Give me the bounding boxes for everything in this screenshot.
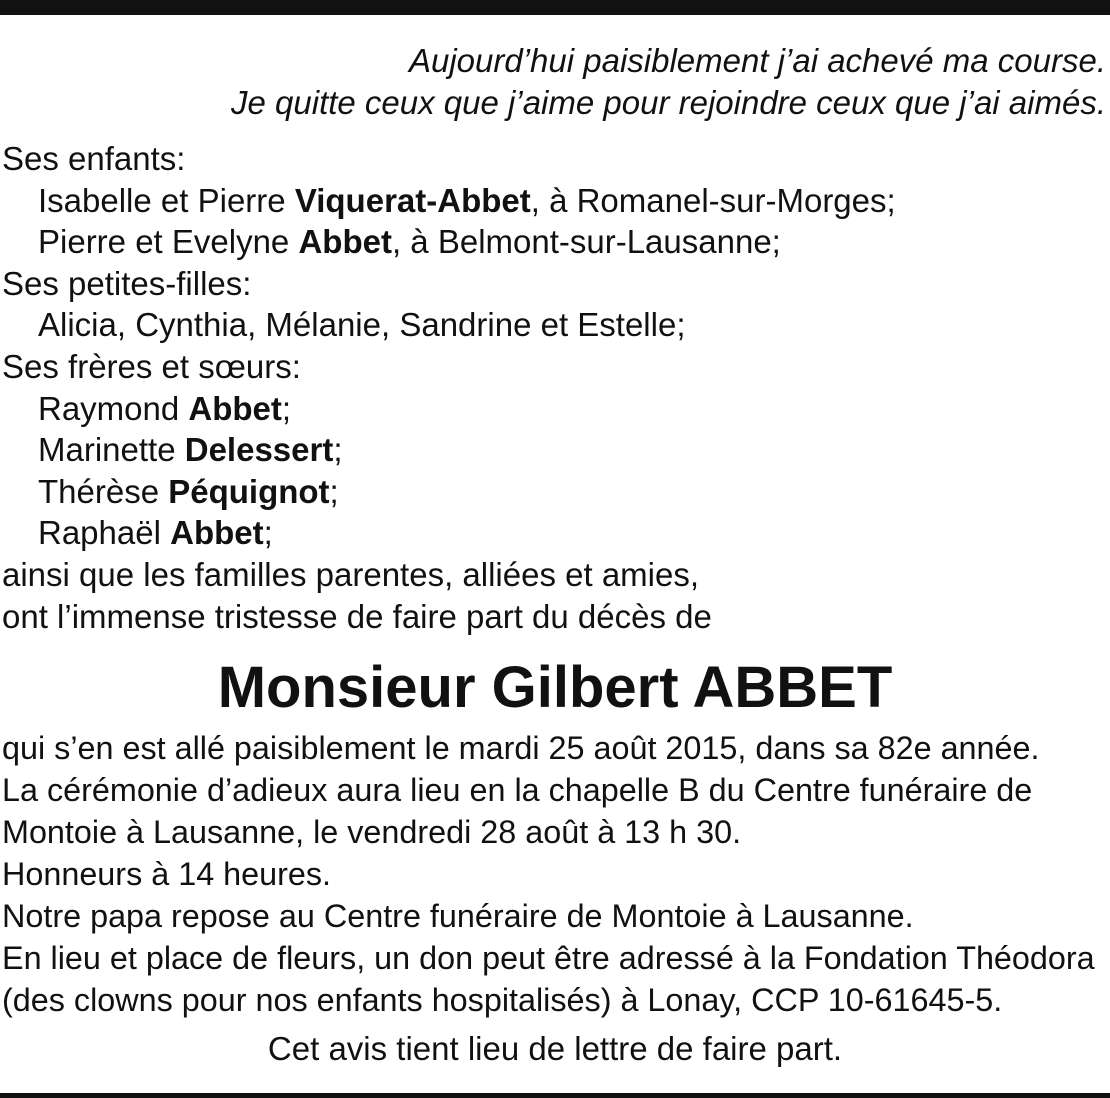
sibling-entry <box>2 429 1102 471</box>
announcement-line: ainsi que les familles parentes, alliées et amies, <box>2 555 700 593</box>
first-names: Pierre et Evelyne <box>38 223 299 261</box>
children-heading: Ses enfants: <box>2 140 186 177</box>
epigraph <box>0 40 1106 124</box>
family-list <box>2 138 1102 637</box>
details-line: Honneurs à 14 heures. <box>2 856 332 892</box>
first-name: Raphaël <box>38 514 171 552</box>
surname: Delessert <box>184 431 334 469</box>
epigraph-line: Je quitte ceux que j’aime pour rejoindre ceux que j’ai aimés. <box>231 84 1106 121</box>
ceremony-details <box>2 727 1108 1021</box>
child-entry <box>2 221 1102 263</box>
top-rule <box>0 0 1110 15</box>
surname: Abbet <box>170 514 264 552</box>
details-line: Montoie à Lausanne, le vendredi 28 août à 13 h 30. <box>2 814 742 850</box>
residence: , à Romanel-sur-Morges; <box>530 181 896 219</box>
details-line: qui s’en est allé paisiblement le mardi 25 août 2015, dans sa 82e année. <box>2 730 1040 766</box>
surname: Péquignot <box>168 472 330 510</box>
closing-note: Cet avis tient lieu de lettre de faire part. <box>267 1030 843 1067</box>
punctuation: ; <box>329 472 339 510</box>
surname: Viquerat-Abbet <box>294 181 531 219</box>
surname: Abbet <box>188 389 282 427</box>
first-names: Isabelle et Pierre <box>38 181 295 219</box>
bottom-rule <box>0 1093 1110 1098</box>
deceased-name: Monsieur Gilbert ABBET <box>217 655 893 720</box>
announcement-line: ont l’immense tristesse de faire part du décès de <box>2 597 712 635</box>
punctuation: ; <box>281 389 292 427</box>
residence: , à Belmont-sur-Lausanne; <box>391 223 781 261</box>
first-name: Raymond <box>38 389 189 427</box>
punctuation: ; <box>333 431 343 469</box>
sibling-entry <box>2 512 1102 554</box>
details-line: La cérémonie d’adieux aura lieu en la chapelle B du Centre funéraire de <box>2 772 1033 808</box>
surname: Abbet <box>298 223 392 261</box>
first-name: Marinette <box>38 431 185 469</box>
siblings-heading: Ses frères et sœurs: <box>2 347 301 385</box>
details-line: (des clowns pour nos enfants hospitalisés) à Lonay, CCP 10-61645-5. <box>2 982 1003 1018</box>
epigraph-line: Aujourd’hui paisiblement j’ai achevé ma course. <box>408 42 1106 79</box>
details-line: Notre papa repose au Centre funéraire de Montoie à Lausanne. <box>2 898 914 934</box>
granddaughters-names: Alicia, Cynthia, Mélanie, Sandrine et Estelle; <box>38 306 686 344</box>
sibling-entry <box>2 471 1102 513</box>
details-line: En lieu et place de fleurs, un don peut être adressé à la Fondation Théodora <box>2 940 1095 976</box>
first-name: Thérèse <box>38 472 169 510</box>
child-entry <box>2 180 1102 222</box>
granddaughters-heading: Ses petites-filles: <box>2 264 252 302</box>
punctuation: ; <box>263 514 273 552</box>
sibling-entry <box>2 388 1102 430</box>
